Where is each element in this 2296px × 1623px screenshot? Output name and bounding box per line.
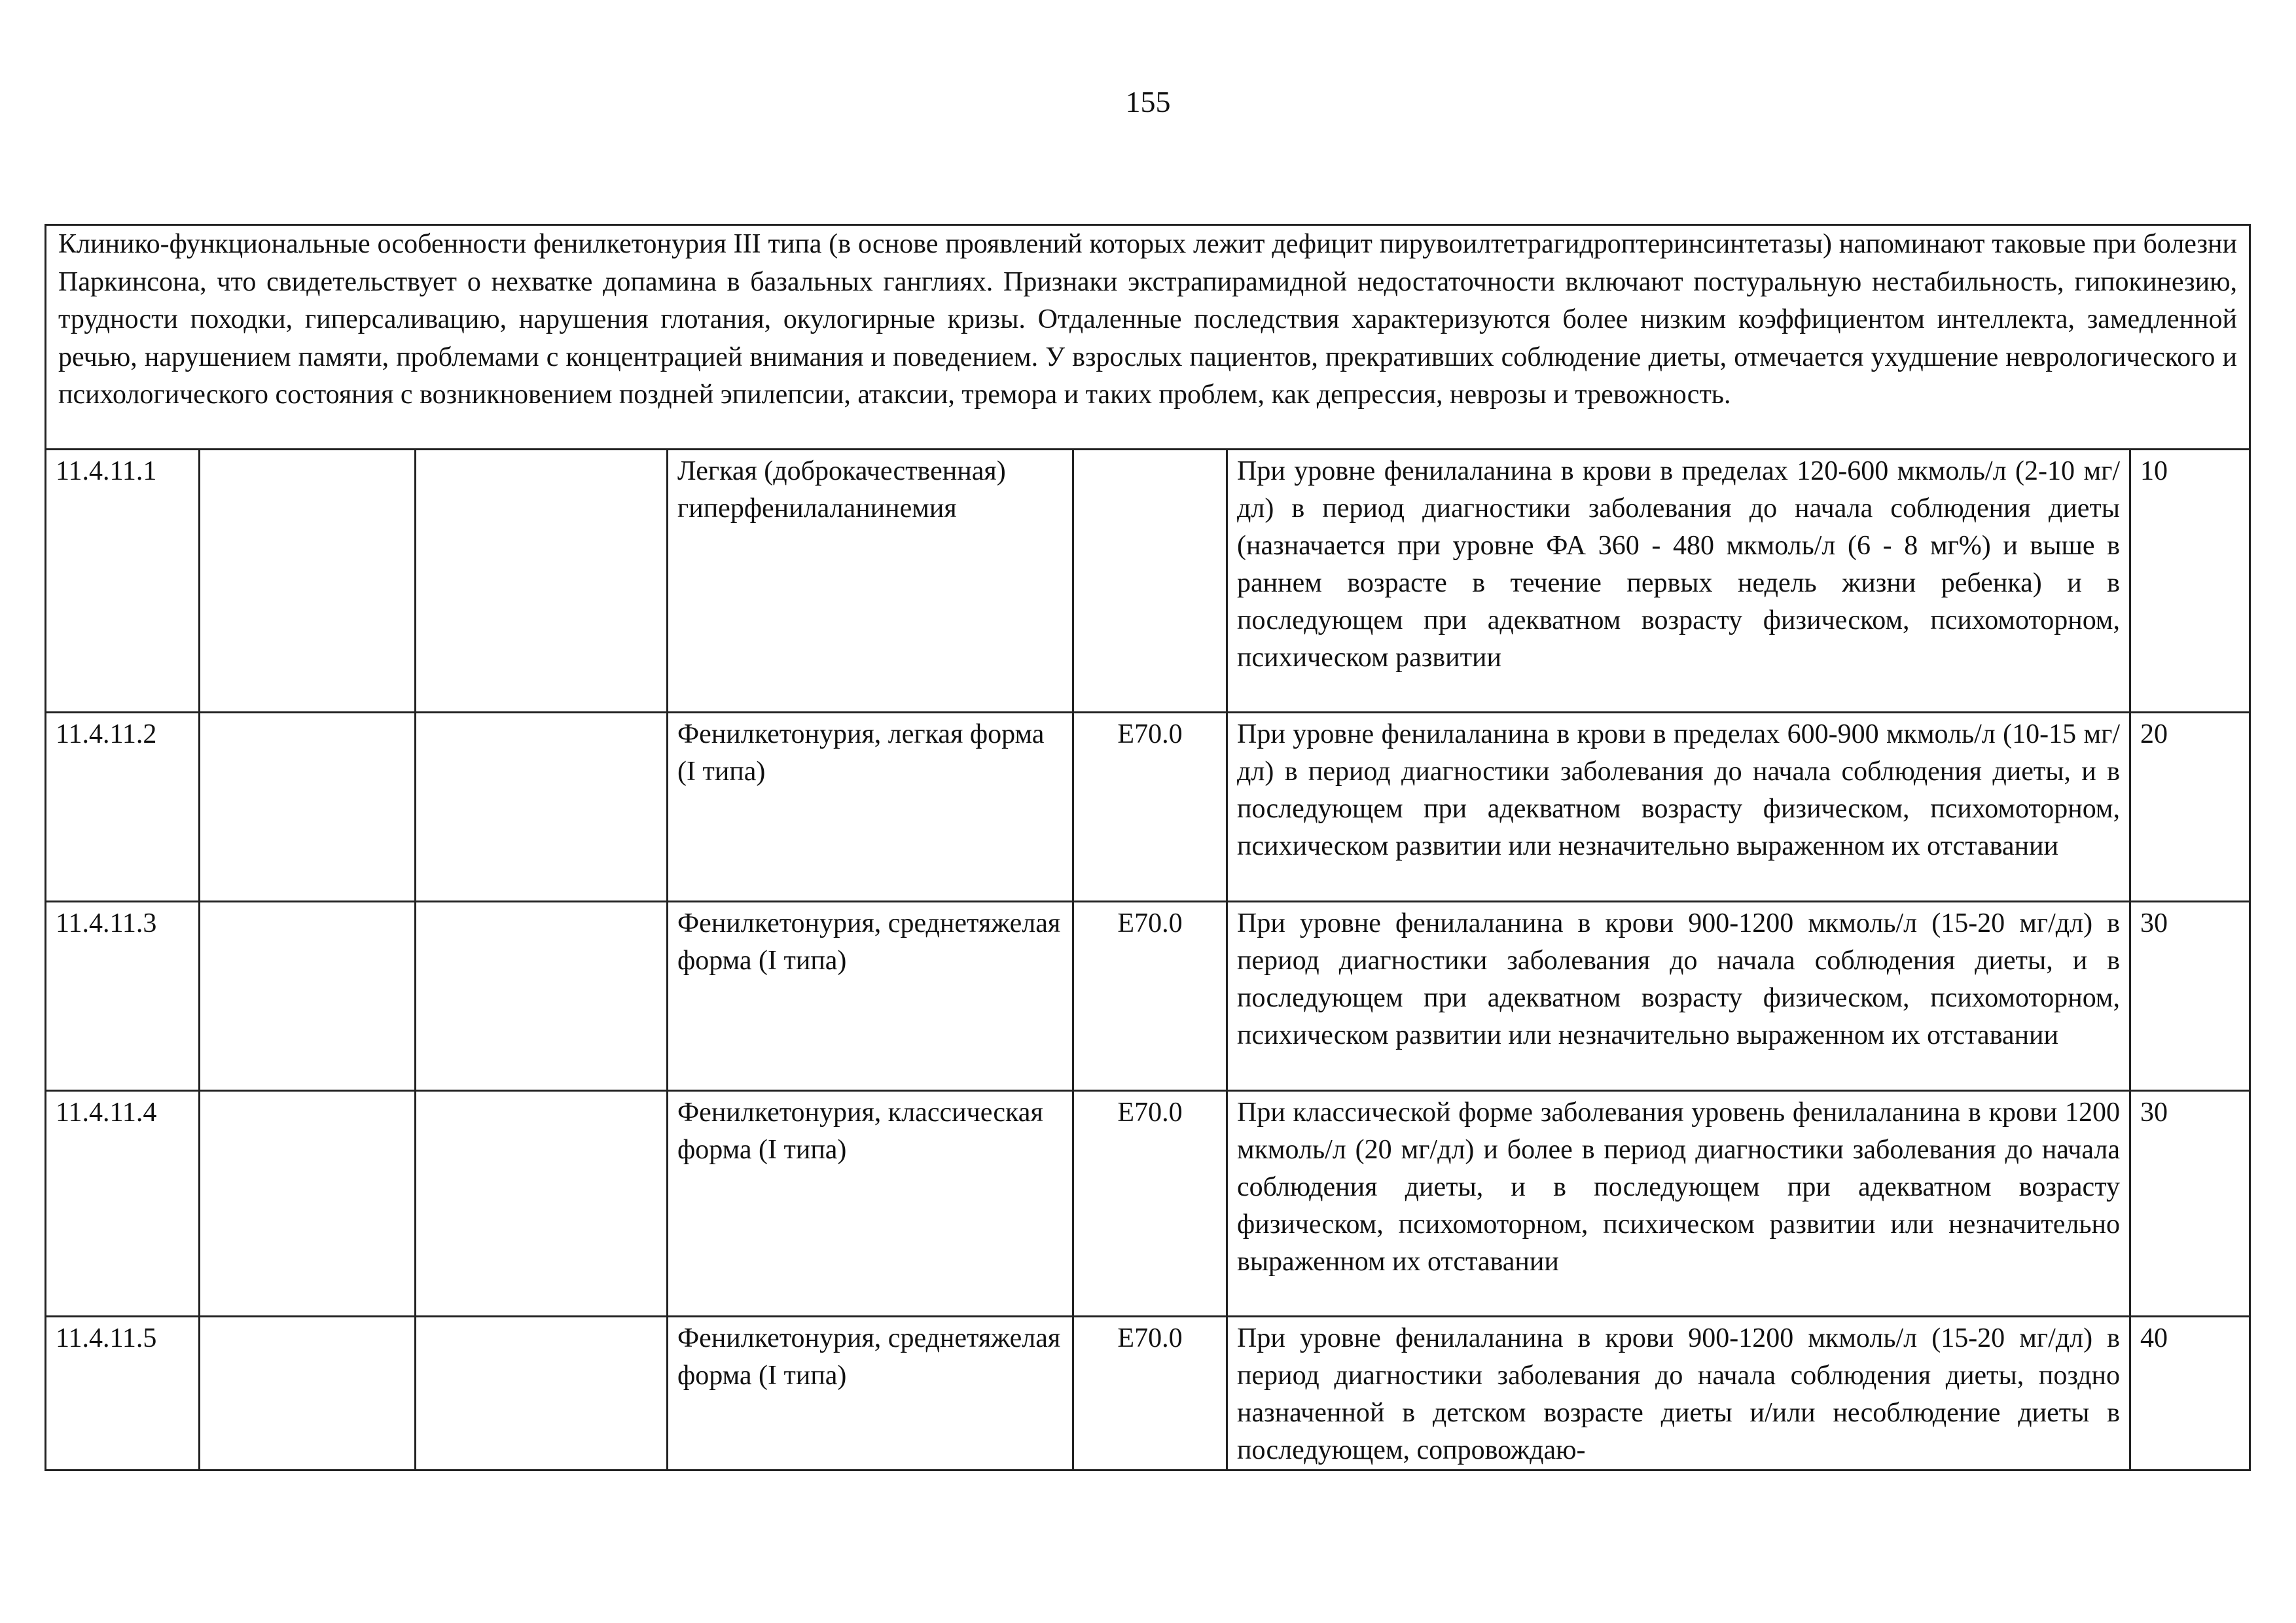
row-code: 11.4.11.1: [46, 450, 200, 713]
table-row: [46, 450, 2250, 713]
row-icd-code: E70.0: [1073, 902, 1227, 1091]
row-diagnosis: Фенилкетонурия, классическая форма (I типа): [668, 1091, 1073, 1317]
empty-cell: [200, 1317, 416, 1471]
row-icd-code: E70.0: [1073, 1317, 1227, 1471]
intro-paragraph: Клинико-функциональные особенности фенилкетонурия III типа (в основе проявлений которых лежит дефицит пирувоилтетрагидроптеринсинтетазы) напоминают таковые при болезни Паркинсона, что свидетельствует о нехватке допамина в базальных ганглиях. Признаки экстрапирамидной недостаточности включают постуральную нестабильность, гипокинезию, трудности походки, гиперсаливацию, нарушения глотания, окулогирные кризы. Отдаленные последствия характеризуются более низким коэффициентом интеллекта, замедленной речью, нарушением памяти, проблемами с концентрацией внимания и поведением. У взрослых пациентов, прекративших соблюдение диеты, отмечается ухудшение неврологического и психологического состояния с возникновением поздней эпилепсии, атаксии, тремора и таких проблем, как депрессия, неврозы и тревожность.: [58, 229, 2237, 410]
row-percent: 20: [2130, 713, 2250, 902]
disability-criteria-table: [45, 224, 2251, 1471]
table-row: [46, 902, 2250, 1091]
row-icd-code: [1073, 450, 1227, 713]
row-description: При уровне фенилаланина в крови 900-1200 мкмоль/л (15-20 мг/дл) в период диагностики заболевания до начала соблюдения диеты, поздно назначенной в детском возрасте диеты и/или несоблюдение диеты в последующем, сопровождаю-: [1227, 1317, 2130, 1471]
empty-cell: [416, 1317, 668, 1471]
empty-cell: [200, 450, 416, 713]
row-description: При уровне фенилаланина в крови в пределах 120-600 мкмоль/л (2-10 мг/дл) в период диагностики заболевания до начала соблюдения диеты (назначается при уровне ФА 360 - 480 мкмоль/л (6 - 8 мг%) и выше в раннем возрасте в течение первых недель жизни ребенка) и в последующем при адекватном возрасту физическом, психомоторном, психическом развитии: [1227, 450, 2130, 713]
empty-cell: [200, 902, 416, 1091]
row-code: 11.4.11.4: [46, 1091, 200, 1317]
empty-cell: [416, 713, 668, 902]
row-diagnosis: Фенилкетонурия, среднетяжелая форма (I типа): [668, 1317, 1073, 1471]
empty-cell: [416, 450, 668, 713]
table-row: [46, 1091, 2250, 1317]
intro-row: [46, 225, 2250, 450]
row-description: При уровне фенилаланина в крови в пределах 600-900 мкмоль/л (10-15 мг/дл) в период диагностики заболевания до начала соблюдения диеты, и в последующем при адекватном возрасту физическом, психомоторном, психическом развитии или незначительно выраженном их отставании: [1227, 713, 2130, 902]
row-percent: 10: [2130, 450, 2250, 713]
empty-cell: [200, 713, 416, 902]
row-description: При уровне фенилаланина в крови 900-1200 мкмоль/л (15-20 мг/дл) в период диагностики заболевания до начала соблюдения диеты, и в последующем при адекватном возрасту физическом, психомоторном, психическом развитии или незначительно выраженном их отставании: [1227, 902, 2130, 1091]
row-diagnosis: Фенилкетонурия, легкая форма (I типа): [668, 713, 1073, 902]
row-diagnosis: Легкая (доброкачественная) гиперфенилаланинемия: [668, 450, 1073, 713]
empty-cell: [416, 1091, 668, 1317]
table-row: [46, 713, 2250, 902]
row-description: При классической форме заболевания уровень фенилаланина в крови 1200 мкмоль/л (20 мг/дл) и более в период диагностики заболевания до начала соблюдения диеты, и в последующем при адекватном возрасту физическом, психомоторном, психическом развитии или незначительно выраженном их отставании: [1227, 1091, 2130, 1317]
row-code: 11.4.11.5: [46, 1317, 200, 1471]
row-percent: 40: [2130, 1317, 2250, 1471]
row-icd-code: E70.0: [1073, 1091, 1227, 1317]
empty-cell: [200, 1091, 416, 1317]
row-percent: 30: [2130, 902, 2250, 1091]
empty-cell: [416, 902, 668, 1091]
row-code: 11.4.11.3: [46, 902, 200, 1091]
row-icd-code: E70.0: [1073, 713, 1227, 902]
page-number: 155: [1125, 85, 1171, 118]
row-diagnosis: Фенилкетонурия, среднетяжелая форма (I типа): [668, 902, 1073, 1091]
intro-cell: [46, 225, 2250, 450]
row-code: 11.4.11.2: [46, 713, 200, 902]
table-row: [46, 1317, 2250, 1471]
row-percent: 30: [2130, 1091, 2250, 1317]
